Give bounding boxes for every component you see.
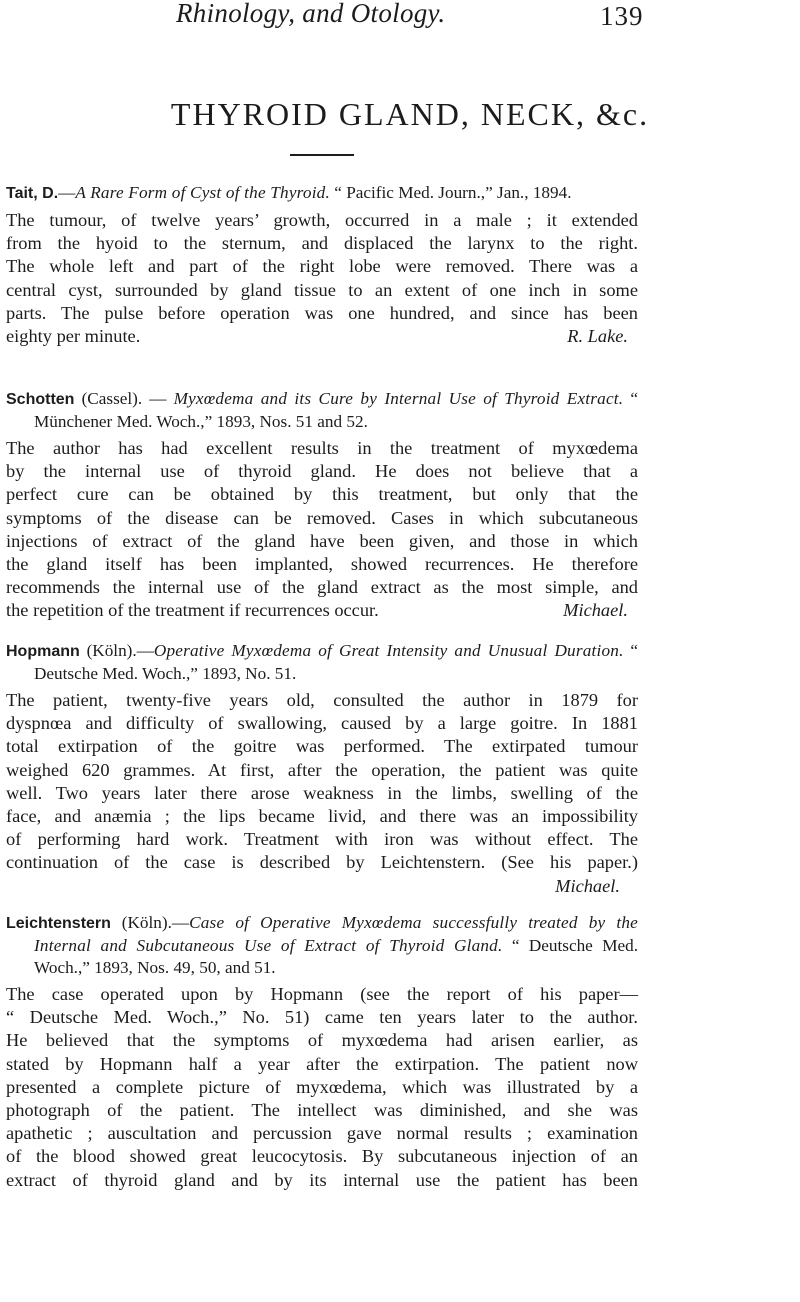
article-body xyxy=(6,689,638,898)
article-title: Operative Myxœdema of Great Intensity and Unusual Duration. xyxy=(153,641,624,660)
citation xyxy=(6,388,638,433)
body-line: The tumour, of twelve years’ growth, occurred in a male ; it extended xyxy=(6,210,638,230)
article-title: A Rare Form of Cyst of the Thyroid. xyxy=(75,183,330,202)
article-source: “ Pacific Med. Journ.,” Jan., 1894. xyxy=(334,183,572,202)
citation-dash: — xyxy=(142,389,174,408)
article-body xyxy=(6,437,638,623)
body-line: stated by Hopmann half a year after the extirpation. The patient now xyxy=(6,1053,638,1074)
body-line: the gland itself has been implanted, showed recurrences. He therefore xyxy=(6,554,638,575)
reviewer-signature: Michael. xyxy=(555,875,620,896)
body-line: The case operated upon by Hopmann (see the report of his paper— xyxy=(6,984,638,1004)
body-line: He believed that the symptoms of myxœdema had arisen earlier, as xyxy=(6,1030,638,1051)
body-last-line: the repetition of the treatment if recurrences occur. xyxy=(6,600,379,621)
body-line: dyspnœa and difficulty of swallowing, caused by a large goitre. In 1881 xyxy=(6,713,638,734)
body-line: well. Two years later there arose weakness in the limbs, swelling of the xyxy=(6,782,638,803)
article-title: Case of Operative Myxœdema successfully treated by the Internal and Subcutaneous Use of Extract of Thyroid Gland. xyxy=(34,913,638,955)
body-line: presented a complete picture of myxœdema, which was illustrated by a xyxy=(6,1076,638,1097)
article-body xyxy=(6,983,638,1192)
body-line: recommends the internal use of the gland extract as the most simple, and xyxy=(6,577,638,598)
body-line: apathetic ; auscultation and percussion gave normal results ; examination xyxy=(6,1123,638,1144)
author-location: (Cassel). xyxy=(81,389,143,408)
citation xyxy=(6,912,638,979)
running-title: Rhinology, and Otology. xyxy=(176,0,446,28)
body-line: The whole left and part of the right lobe were removed. There was a xyxy=(6,256,638,277)
reviewer-signature: Michael. xyxy=(563,600,628,621)
citation xyxy=(6,640,638,685)
body-line: extract of thyroid gland and by its internal use the patient has been xyxy=(6,1169,638,1190)
body-line: injections of extract of the gland have been given, and those in which xyxy=(6,530,638,551)
article-title: Myxœdema and its Cure by Internal Use of Thyroid Extract. xyxy=(173,389,624,408)
article-source: “ Deutsche Med. Woch.,” 1893, No. 51. xyxy=(34,641,639,683)
body-line: central cyst, surrounded by gland tissue to an extent of one inch in some xyxy=(6,279,638,300)
body-last-line: eighty per minute. xyxy=(6,326,141,347)
body-line: continuation of the case is described by Leichtenstern. (See his paper.) xyxy=(6,852,638,873)
article-leichtenstern xyxy=(6,912,638,1192)
author-name: Hopmann xyxy=(6,643,80,660)
body-line: face, and anæmia ; the lips became livid, and there was an impossibility xyxy=(6,806,638,827)
article-schotten xyxy=(6,388,638,623)
body-line: symptoms of the disease can be removed. Cases in which subcutaneous xyxy=(6,507,638,528)
article-source: “ Münchener Med. Woch.,” 1893, Nos. 51 and 52. xyxy=(34,389,639,431)
body-line: by the internal use of thyroid gland. He does not believe that a xyxy=(6,461,638,482)
body-line: total extirpation of the goitre was performed. The extirpated tumour xyxy=(6,736,638,757)
body-line: The patient, twenty-five years old, consulted the author in 1879 for xyxy=(6,690,638,710)
article-tait xyxy=(6,182,638,348)
author-location: (Köln). xyxy=(86,641,137,660)
author-name: Tait, D. xyxy=(6,185,59,202)
article-hopmann xyxy=(6,640,638,898)
body-line: perfect cure can be obtained by this treatment, but only that the xyxy=(6,484,638,505)
body-line: weighed 620 grammes. At first, after the operation, the patient was quite xyxy=(6,759,638,780)
reviewer-signature: R. Lake. xyxy=(567,326,628,347)
article-source: “ Deutsche Med. Woch.,” 1893, Nos. 49, 50, and 51. xyxy=(34,936,638,977)
body-line: of performing hard work. Treatment with iron was without effect. The xyxy=(6,829,638,850)
article-body xyxy=(6,209,638,348)
body-line: The author has had excellent results in the treatment of myxœdema xyxy=(6,438,638,458)
page-number: 139 xyxy=(600,1,644,31)
body-line: photograph of the patient. The intellect was diminished, and she was xyxy=(6,1100,638,1121)
running-header xyxy=(0,0,800,40)
author-location: (Köln). xyxy=(121,913,172,932)
citation-dash: — xyxy=(171,913,190,932)
author-name: Leichtenstern xyxy=(6,915,111,932)
author-name: Schotten xyxy=(6,391,75,408)
section-title: THYROID GLAND, NECK, &c. xyxy=(170,96,650,132)
citation xyxy=(6,182,638,205)
body-line: parts. The pulse before operation was one hundred, and since has been xyxy=(6,302,638,323)
body-line: of the blood showed great leucocytosis. By subcutaneous injection of an xyxy=(6,1146,638,1167)
body-line: from the hyoid to the sternum, and displaced the larynx to the right. xyxy=(6,233,638,254)
body-line: “ Deutsche Med. Woch.,” No. 51) came ten years later to the author. xyxy=(6,1007,638,1028)
citation-dash: — xyxy=(58,183,76,202)
section-rule xyxy=(290,154,354,156)
citation-dash: — xyxy=(136,641,154,660)
